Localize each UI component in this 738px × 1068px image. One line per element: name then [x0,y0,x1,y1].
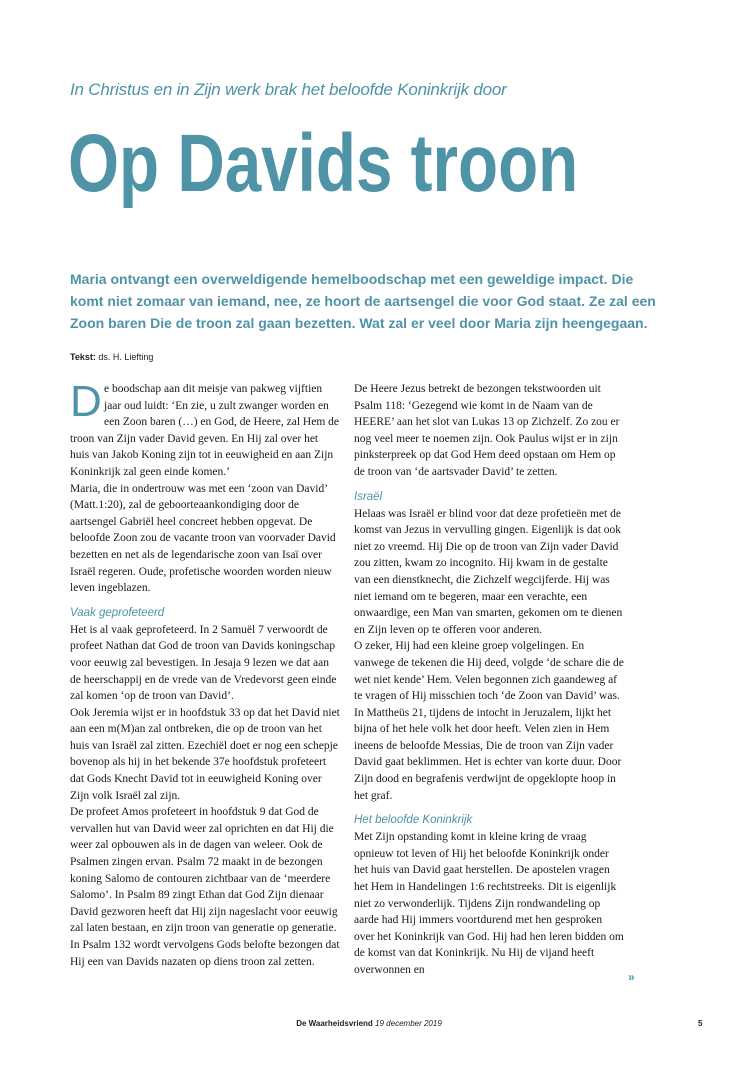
paragraph: Maria, die in ondertrouw was met een ‘zoon van David’ (Matt.1:20), zal de geboorteaankondiging door de aartsengel Gabriël heel concreet hebben opgevat. De beloofde Zoon zou de vacante troon van voorvader David bezetten en net als de legendarische zoon van Isaï over Israël regeren. Oude, profetische woorden worden nieuw leven ingeblazen. [70,482,336,595]
paragraph: Met Zijn opstanding komt in kleine kring de vraag opnieuw tot leven of Hij het beloofde Koninkrijk onder het huis van David gaat herstellen. De apostelen vragen het Hem in Handelingen 1:6 rechtstreeks. Dit is eigenlijk niet zo verwonderlijk. Tijdens Zijn rondwandeling op aarde had Hij immers voortdurend met hen gesproken over het Koninkrijk van God. Hij had hen leren bidden om de komst van dat Koninkrijk. Nu Hij de vijand heeft overwonnen en [354,831,624,976]
paragraph: Ook Jeremia wijst er in hoofdstuk 33 op dat het David niet aan een m(M)an zal ontbreken, die op de troon van het huis van Israël zal zitten. Ezechiël doet er nog een schepje bovenop als hij in het bekende 37e hoofdstuk profeteert dat Gods Knecht David tot in eeuwigheid Koning over Zijn volk Israël zal zijn. [70,706,340,802]
paragraph: Helaas was Israël er blind voor dat deze profetieën met de komst van Jezus in vervulling gingen. Eigenlijk is dat ook niet zo vreemd. Hij Die op de troon van Zijn vader David zou zitten, kwam zo incognito. Hij kwam in de gestalte van een dienstknecht, die Zichzelf wegcijferde. Hij was niet iemand om te begeren, maar een verachte, een onwaardige, een Man van smarten, gekomen om te dienen en Zijn leven op te offeren voor anderen. [354,507,623,636]
subheading: Vaak geprofeteerd [70,606,165,619]
text-column-left [70,377,340,970]
article-kicker: In Christus en in Zijn werk brak het beloofde Koninkrijk door [70,80,507,99]
credit-author: ds. H. Liefting [98,352,154,362]
paragraph [70,377,340,481]
subheading: Israël [354,490,383,503]
article-title: Op Davids troon [68,118,579,209]
paragraph: Het is al vaak geprofeteerd. In 2 Samuël 7 verwoordt de profeet Nathan dat God de troon van Davids koningschap voor eeuwig zal bevestigen. In Jesaja 9 lezen we dat aan de heerschappij en de vrede van de Vredevorst geen einde zal komen ‘op de troon van David’. [70,623,337,703]
paragraph: De Heere Jezus betrekt de bezongen tekstwoorden uit Psalm 118: ‘Gezegend wie komt in de Naam van de HEERE’ aan het slot van Lukas 13 op Zichzelf. Zo zou er nog veel meer te noemen zijn. Ook Paulus wijst er in zijn pinksterpreek op dat God Hem deed opstaan om Hem op de troon van ‘de aartsvader David’ te zetten. [354,383,620,478]
page-footer [0,1019,738,1028]
page-number: 5 [698,1019,703,1028]
paragraph: O zeker, Hij had een kleine groep volgelingen. En vanwege de tekenen die Hij deed, volgde ‘de schare die de wet niet kende’ Hem. Velen begonnen zich gaandeweg af te vragen of Hij misschien toch ‘de Zoon van David’ was. In Mattheüs 21, tijdens de intocht in Jeruzalem, lijkt het bijna of het hele volk het door heeft. Velen zien in Hem ineens de beloofde Messias, Die de troon van Zijn vader David gaat beklimmen. Het is echter van korte duur. Door Zijn dood en begrafenis verdwijnt de opgeklopte hoop in het graf. [354,640,624,802]
magazine-name: De Waarheidsvriend [296,1019,373,1028]
credit-label: Tekst: [70,352,96,362]
subheading: Het beloofde Koninkrijk [354,814,473,827]
continue-marker: » [628,970,635,984]
drop-cap: D [70,377,102,426]
paragraph: De profeet Amos profeteert in hoofdstuk 9 dat God de vervallen hut van David weer zal oprichten en dat Hij die weer zal opbouwen als in de dagen van weleer. Ook de Psalmen zingen ervan. Psalm 72 maakt in de bezongen koning Salomo de contouren zichtbaar van de ‘meerdere Salomo’. In Psalm 89 zingt Ethan dat God Zijn dienaar David gezworen heeft dat Hij zijn nageslacht voor eeuwig zal laten bestaan, en zijn troon van generatie op generatie. In Psalm 132 wordt vervolgens Gods belofte bezongen dat Hij een van Davids nazaten op diens troon zal zetten. [70,806,340,968]
author-credit [70,352,153,362]
article-lead: Maria ontvangt een overweldigende hemelboodschap met een geweldige impact. Die komt niet zomaar van iemand, nee, ze hoort de aartsengel die voor God staat. Ze zal een Zoon baren Die de troon zal gaan bezetten. Wat zal er veel door Maria zijn heengegaan. [70,271,656,331]
issue-date: 19 december 2019 [375,1019,442,1028]
text-column-right [354,381,624,979]
paragraph-text: e boodschap aan dit meisje van pakweg vijftien jaar oud luidt: ‘En zie, u zult zwanger worden en een Zoon baren (…) en God, de Heere, zal Hem de troon van Zijn vader David geven. En Hij zal over het huis van Jakob Koning zijn tot in eeuwigheid en aan Zijn Koninkrijk zal geen einde komen.’ [70,383,340,478]
